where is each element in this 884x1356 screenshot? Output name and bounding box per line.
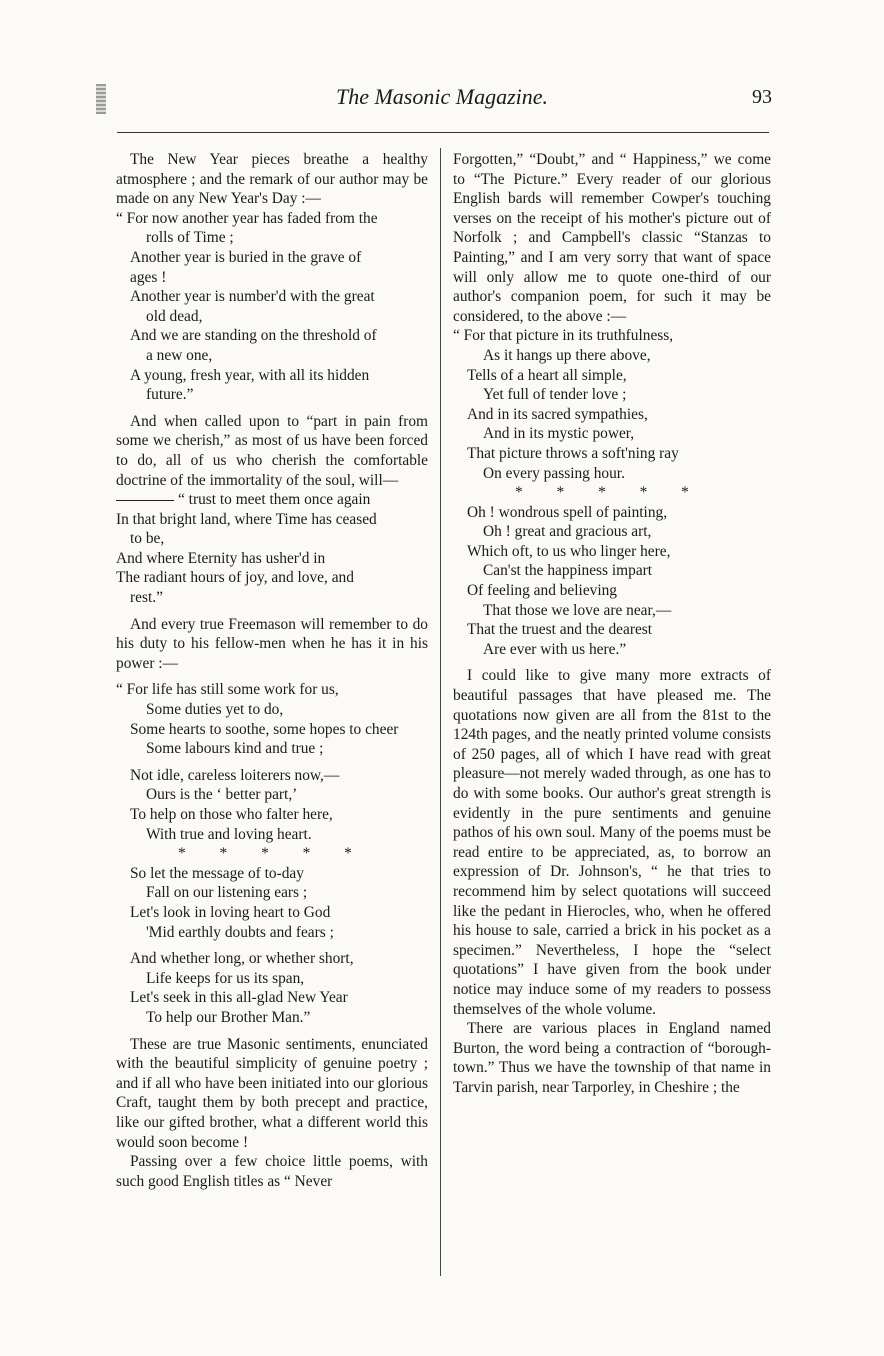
verse-line: Not idle, careless loiterers now,— [130,766,340,784]
verse-line: Tells of a heart all simple, [467,366,627,384]
verse-line: The radiant hours of joy, and love, and [116,569,354,587]
verse-line: “ For now another year has faded from the [116,209,378,227]
asterism: * * * * * [515,484,689,502]
verse-line: With true and loving heart. [146,825,312,843]
paragraph: And when called upon to “part in pain from some we cherish,” as most of us have been forced to do, all of us who cherish the comfortable doctrine of the immortality of the soul, will— [116,412,428,489]
verse-line: a new one, [146,346,213,364]
running-header [0,84,884,118]
verse-line: And we are standing on the threshold of [130,327,377,345]
verse-line: “ For life has still some work for us, [116,681,339,699]
verse-line: That the truest and the dearest [467,621,653,639]
verse-line: And whether long, or whether short, [130,950,354,968]
page-number: 93 [752,86,772,108]
verse-line: And in its mystic power, [483,425,635,443]
verse-line: Oh ! great and gracious art, [483,523,652,541]
verse-line: ages ! [130,268,167,286]
stanza-gap [116,608,428,615]
verse-line: rolls of Time ; [146,229,234,247]
verse-text: “ trust to meet them once again [178,491,371,509]
asterism: * * * * * [178,845,352,863]
verse-line: As it hangs up there above, [483,346,651,364]
verse-line: Another year is buried in the grave of [130,248,362,266]
verse-line: Which oft, to us who linger here, [467,542,671,560]
paragraph: There are various places in England named Burton, the word being a contraction of “borough-town.” Thus we have the township of that name in Tarvin parish, near Tarporley, in Cheshire ; the [453,1020,771,1096]
paragraph: These are true Masonic sentiments, enunciated with the beautiful simplicity of genuine poetry ; and if all who have been initiated into our glorious Craft, taught them by both precept and practice, like our gifted brother, what a different world this would soon become ! [116,1035,428,1151]
stanza-gap [453,659,771,666]
verse-line: That those we love are near,— [483,601,672,619]
verse-line: Are ever with us here.” [483,640,627,658]
verse-line: Ours is the ‘ better part,’ [146,786,298,804]
stanza-gap [116,405,428,412]
header-rule [117,132,769,133]
magazine-title: The Masonic Magazine. [335,84,549,109]
verse-line: Let's seek in this all-glad New Year [130,989,348,1007]
verse-line: And where Eternity has usher'd in [116,549,326,567]
right-column [453,150,771,1098]
verse-line: Life keeps for us its span, [146,969,305,987]
verse-line: Some labours kind and true ; [146,740,324,758]
paragraph: The New Year pieces breathe a healthy atmosphere ; and the remark of our author may be made on any New Year's Day :— [116,151,428,208]
verse-line: Yet full of tender love ; [483,386,627,404]
verse-line: 'Mid earthly doubts and fears ; [146,923,334,941]
verse-line: On every passing hour. [483,464,625,482]
left-column [116,150,428,1191]
stanza-gap [116,1028,428,1035]
verse-line: future.” [146,386,194,404]
verse-line: Some hearts to soothe, some hopes to cheer [130,720,399,738]
verse-line: “ For that picture in its truthfulness, [453,327,674,345]
verse-line: Some duties yet to do, [146,701,284,719]
verse-line: To help our Brother Man.” [146,1008,311,1026]
verse-line: Of feeling and believing [467,582,618,600]
verse-line: Fall on our listening ears ; [146,884,308,902]
verse-line: Oh ! wondrous spell of painting, [467,503,668,521]
verse-line: old dead, [146,307,203,325]
verse-line: To help on those who falter here, [130,806,333,823]
stanza-gap [116,759,428,766]
verse-line: to be, [130,530,165,548]
verse-line: rest.” [130,589,163,607]
verse-line: Another year is number'd with the great [130,288,375,306]
verse-line: In that bright land, where Time has ceased [116,510,377,528]
paragraph: Passing over a few choice little poems, with such good English titles as “ Never [116,1153,428,1190]
paragraph: And every true Freemason will remember to do his duty to his fellow-men when he has it in his power :— [116,615,428,672]
verse-line: Let's look in loving heart to God [130,903,331,921]
verse-line: And in its sacred sympathies, [467,405,648,423]
paragraph: I could like to give many more extracts of beautiful passages that have pleased me. The quotations now given are all from the 81st to the 124th pages, and the neatly printed volume consists of 250 pages, all of which I have read with great pleasure—not merely waded through, as one has to do with some books. Our author's great strength is evidently in the pure sentiments and genuine pathos of his own soul. Many of the poems must be read entire to be appreciated, as, to borrow an expression of Dr. Johnson's, “ he that tries to recommend him by select quotations will succeed like the pedant in Hierocles, who, when he offered his house to sale, carried a brick in his pocket as a specimen.” Nevertheless, I hope the “select quotations” I have given from the book under notice may induce some of my readers to possess themselves of the whole volume. [453,667,772,1018]
column-divider [440,148,441,1276]
verse-line [116,490,428,510]
verse-line: Can'st the happiness impart [483,562,653,580]
stanza-gap [116,673,428,680]
verse-line: A young, fresh year, with all its hidden [130,366,370,384]
stanza-gap [116,942,428,949]
verse-line: That picture throws a soft'ning ray [467,444,679,462]
paragraph: Forgotten,” “Doubt,” and “ Happiness,” we come to “The Picture.” Every reader of our glorious English bards will remember Cowper's touching verses on the receipt of his mother's picture out of Norfolk ; and Campbell's classic “Stanzas to Painting,” and I am very sorry that want of space will only allow me to quote one-third of our author's companion poem, for such it may be considered, to the above :— [453,151,771,325]
omission-dash [116,500,174,501]
verse-line: So let the message of to-day [130,864,304,882]
